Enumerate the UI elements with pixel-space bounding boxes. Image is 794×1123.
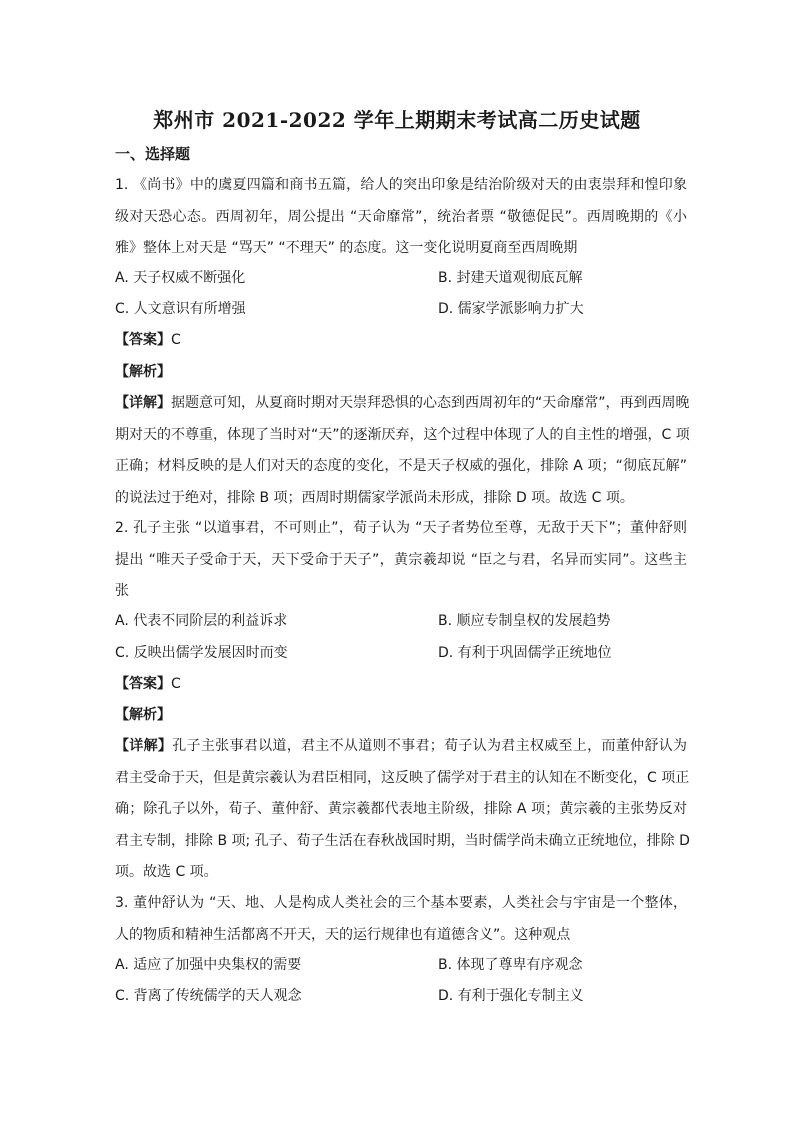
question-3-option-c: C. 背离了传统儒学的天人观念 (115, 988, 302, 1004)
question-line: 人的物质和精神生活都离不开天，天的运行规律也有道德含义”。这种观点 (115, 926, 571, 943)
question-2-option-c: C. 反映出儒学发展因时而变 (115, 645, 288, 661)
detail-line: 确；除孔子以外，荀子、董仲舒、黄宗羲都代表地主阶级，排除 A 项；黄宗羲的主张势反对 (115, 801, 687, 817)
analysis-tag: 【解析】 (115, 707, 171, 723)
question-line: 提出 “唯天子受命于天，天下受命于天子”，黄宗羲却说 “臣之与君，名异而实同”。这些主 (115, 551, 687, 568)
question-2-answer (115, 674, 181, 694)
detail-line: 期对天的不尊重，体现了当时对“天”的逐渐厌弃，这个过程中体现了人的自主性的增强，C 项 (115, 426, 690, 443)
section-heading: 一、选择题 (115, 145, 191, 163)
detail-line: 项。故选 C 项。 (115, 864, 218, 880)
detail-line: 正确；材料反映的是人们对天的态度的变化，不是天子权威的强化，排除 A 项；“彻底瓦解” (115, 458, 687, 474)
analysis-tag: 【解析】 (115, 364, 171, 380)
question-1-option-b: B. 封建天道观彻底瓦解 (438, 270, 583, 286)
page-title: 郑州市 2021-2022 学年上期期末考试高二历史试题 (153, 108, 641, 132)
detail-line: 【详解】据题意可知，从夏商时期对天崇拜恐惧的心态到西周初年的“天命靡常”，再到西周晚 (115, 395, 690, 411)
question-3-option-b: B. 体现了尊卑有序观念 (438, 957, 583, 973)
detail-tag: 【详解】 (115, 395, 171, 411)
question-line: 级对天恐心态。西周初年，周公提出 “天命靡常”，统治者票 “敬德促民”。西周晚期的《小 (115, 208, 687, 225)
question-line: 张 (115, 583, 129, 599)
question-3-option-d: D. 有利于强化专制主义 (438, 988, 584, 1004)
question-1-option-a: A. 天子权威不断强化 (115, 270, 246, 286)
detail-tag: 【详解】 (115, 738, 173, 754)
question-line: 雅》整体上对天是 “骂天” “不理天” 的态度。这一变化说明夏商至西周晚期 (115, 240, 578, 256)
answer-tag: 【答案】 (115, 332, 171, 348)
question-line: 2. 孔子主张 “以道事君，不可则止”，荀子认为 “天子者势位至尊，无敌于天下”；董仲舒则 (115, 520, 687, 536)
detail-line: 的说法过于绝对，排除 B 项；西周时期儒家学派尚未形成，排除 D 项。故选 C 项。 (115, 489, 634, 506)
question-3-option-a: A. 适应了加强中央集权的需要 (115, 957, 302, 973)
question-1-detail (115, 388, 690, 514)
detail-line: 【详解】孔子主张事君以道，君主不从道则不事君；荀子认为君主权威至上，而董仲舒认为 (115, 738, 688, 754)
question-1-option-c: C. 人文意识有所增强 (115, 301, 246, 317)
question-1-option-d: D. 儒家学派影响力扩大 (438, 301, 584, 317)
answer-tag: 【答案】 (115, 676, 171, 692)
question-1-answer (115, 330, 181, 350)
question-line: 1. 《尚书》中的虞夏四篇和商书五篇，给人的突出印象是结治阶级对天的由衷崇拜和惶印象 (115, 177, 687, 193)
question-2-stem (115, 513, 687, 608)
question-3-stem (115, 888, 687, 951)
question-1-stem (115, 170, 687, 265)
question-2-analysis-tag (115, 705, 171, 725)
question-2-detail (115, 731, 690, 889)
detail-line: 君主受命于天，但是黄宗羲认为君臣相同，这反映了儒学对于君主的认知在不断变化，C 项正 (115, 769, 690, 786)
question-1-analysis-tag (115, 362, 171, 382)
question-2-option-a: A. 代表不同阶层的利益诉求 (115, 613, 288, 629)
answer-value: C (171, 332, 181, 348)
detail-line: 君主专制，排除 B 项; 孔子、荀子生活在春秋战国时期，当时儒学尚未确立正统地位，排除 D (115, 832, 690, 849)
question-2-option-d: D. 有利于巩固儒学正统地位 (438, 645, 612, 661)
question-2-option-b: B. 顺应专制皇权的发展趋势 (438, 613, 611, 629)
question-line: 3. 董仲舒认为 “天、地、人是构成人类社会的三个基本要素，人类社会与宇宙是一个整体， (115, 895, 687, 911)
answer-value: C (171, 676, 181, 692)
